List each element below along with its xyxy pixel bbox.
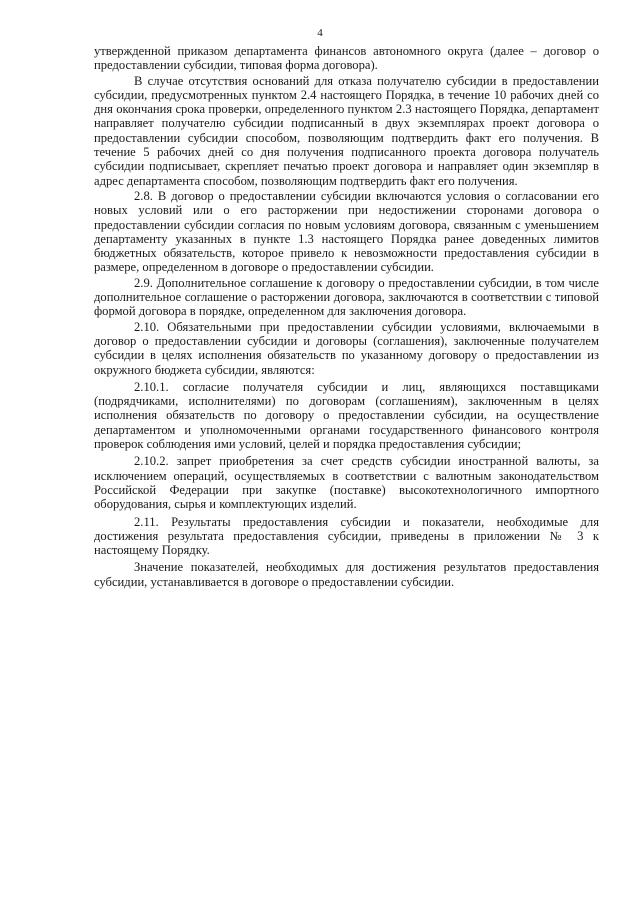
paragraph-2-11: 2.11. Результаты предоставления субсидии и показатели, необходимые для достижения результата предоставления субсидии, приведены в приложении № 3 к настоящему Порядку.	[94, 514, 599, 558]
paragraph-2-8: 2.8. В договор о предоставлении субсидии включаются условия о согласовании его новых условий или о его расторжении при недостижении сторонами договора о предоставлении субсидии согласия по новым условиям договора, связанным с уменьшением департаменту указанных в пункте 1.3 настоящего Порядка ранее доведенных лимитов бюджетных обязательств, которое привело к невозможности предоставления субсидии в размере, определенном в договоре о предоставлении субсидии.	[94, 188, 599, 275]
paragraph-2-9: 2.9. Дополнительное соглашение к договору о предоставлении субсидии, в том числе дополнительное соглашение о расторжении договора, заключаются в соответствии с типовой формой договора в порядке, определенном для заключения договора.	[94, 275, 599, 319]
paragraph-2-10: 2.10. Обязательными при предоставлении субсидии условиями, включаемыми в договор о предоставлении субсидии и договоры (соглашения), заключенные получателем субсидии в целях исполнения обязательств по указанному договору о предоставлении из окружного бюджета субсидии, являются:	[94, 319, 599, 377]
paragraph-indicator-values: Значение показателей, необходимых для достижения результатов предоставления субсидии, устанавливается в договоре о предоставлении субсидии.	[94, 560, 599, 589]
paragraph-2-10-1: 2.10.1. согласие получателя субсидии и лиц, являющихся поставщиками (подрядчиками, исполнителями) по договорам (соглашениям), заключенным в целях исполнения обязательств по договору о предоставлении субсидии, на осуществление департаментом и уполномоченными органами государственного финансового контроля проверок соблюдения ими условий, целей и порядка предоставления субсидии;	[94, 379, 599, 452]
paragraph-2-10-2: 2.10.2. запрет приобретения за счет средств субсидии иностранной валюты, за исключением операций, осуществляемых в соответствии с валютным законодательством Российской Федерации при закупке (поставке) высокотехнологичного импортного оборудования, сырья и комплектующих изделий.	[94, 454, 599, 512]
document-body	[94, 44, 599, 589]
page-number: 4	[317, 27, 323, 39]
paragraph-contract-sending: В случае отсутствия оснований для отказа получателю субсидии в предоставлении субсидии, предусмотренных пунктом 2.4 настоящего Порядка, в течение 10 рабочих дней со дня окончания срока проверки, определенного пунктом 2.3 настоящего Порядка, департамент направляет получателю субсидии подписанный в двух экземплярах проект договора о предоставлении субсидии способом, позволяющим подтвердить факт его получения. В течение 5 рабочих дней со дня получения подписанного проекта договора получатель субсидии подписывает, скрепляет печатью проект договора и направляет один экземпляр в адрес департамента способом, позволяющим подтвердить факт его получения.	[94, 73, 599, 188]
paragraph-intro-continuation: утвержденной приказом департамента финансов автономного округа (далее – договор о предоставлении субсидии, типовая форма договора).	[94, 44, 599, 73]
